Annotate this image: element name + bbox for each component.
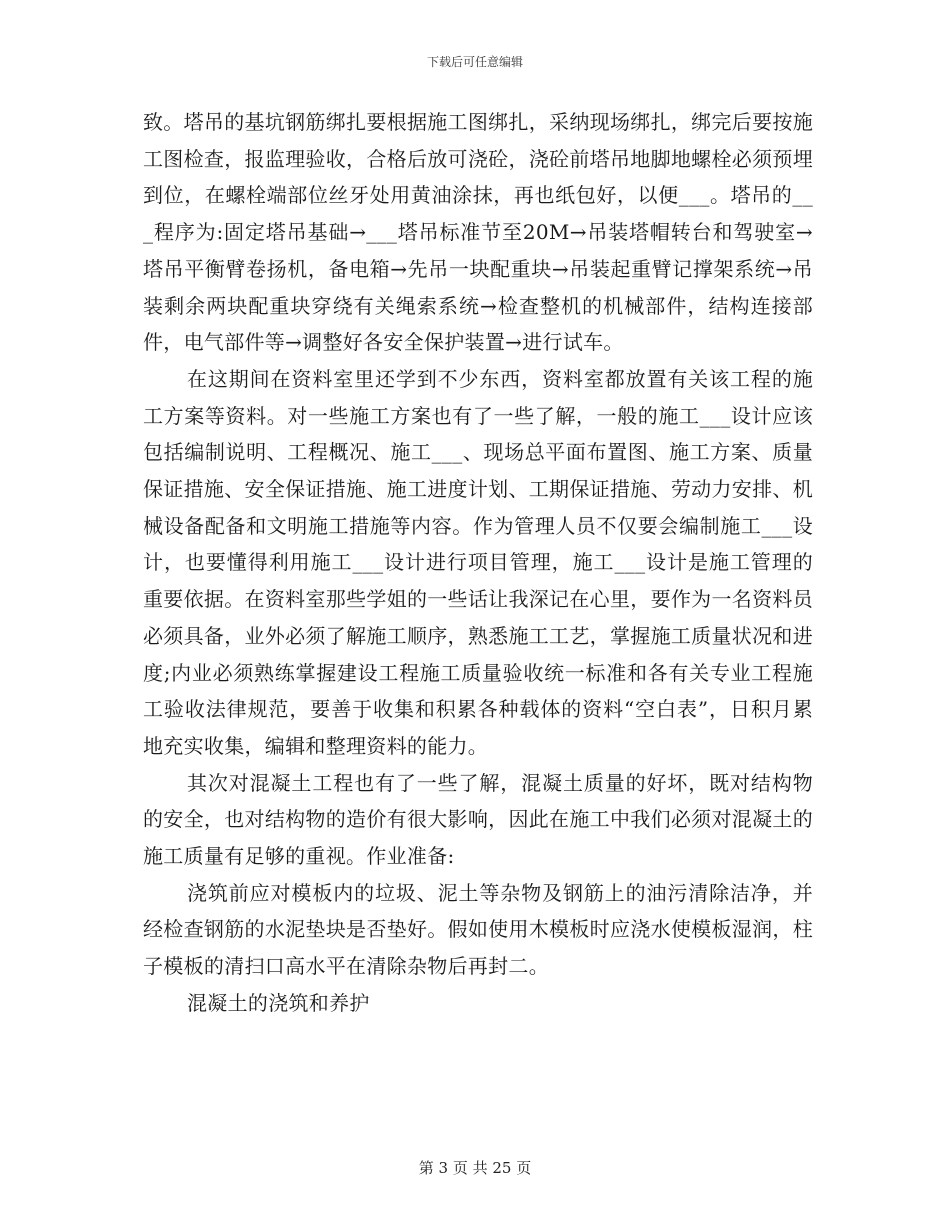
page-header: 下载后可任意编辑 [426, 55, 523, 69]
page-footer: 第 3 页 共 25 页 [418, 1159, 532, 1177]
paragraph-document-room: 在这期间在资料室里还学到不少东西，资料室都放置有关该工程的施工方案等资料。对一些施工方案也有了一些了解，一般的施工___设计应该包括编制说明、工程概况、施工___、现场总平面布置图、施工方案、质量保证措施、安全保证措施、施工进度计划、工期保证措施、劳动力安排、机械设备配备和文明施工措施等内容。作为管理人员不仅要会编制施工___设计，也要懂得利用施工___设计进行项目管理，施工___设计是施工管理的重要依据。在资料室那些学姐的一些话让我深记在心里，要作为一名资料员必须具备，业外必须了解施工顺序，熟悉施工工艺，掌握施工质量状况和进度;内业必须熟练掌握建设工程施工质量验收统一标准和各有关专业工程施工验收法律规范，要善于收集和积累各种载体的资料“空白表”，日积月累地充实收集，编辑和整理资料的能力。 [143, 366, 813, 758]
paragraph-pouring-preparation: 浇筑前应对模板内的垃圾、泥土等杂物及钢筋上的油污清除洁净，并经检查钢筋的水泥垫块是否垫好。假如使用木模板时应浇水使模板湿润，柱子模板的清扫口高水平在清除杂物后再封二。 [143, 880, 813, 979]
paragraph-tower-crane-installation: 致。塔吊的基坑钢筋绑扎要根据施工图绑扎，采纳现场绑扎，绑完后要按施工图检查，报监理验收，合格后放可浇砼，浇砼前塔吊地脚地螺栓必须预埋到位，在螺栓端部位丝牙处用黄油涂抹，再也纸包好，以便___。塔吊的___程序为:固定塔吊基础→___塔吊标准节至20M→吊装塔帽转台和驾驶室→塔吊平衡臂卷扬机，备电箱→先吊一块配重块→吊装起重臂记撑架系统→吊装剩余两块配重块穿绕有关绳索系统→检查整机的机械部件，结构连接部件，电气部件等→调整好各安全保护装置→进行试车。 [143, 110, 813, 355]
document-body [143, 104, 813, 1022]
paragraph-concrete-works: 其次对混凝土工程也有了一些了解，混凝土质量的好坏，既对结构物的安全，也对结构物的造价有很大影响，因此在施工中我们必须对混凝土的施工质量有足够的重视。作业准备: [143, 770, 813, 869]
section-heading-pouring-curing: 混凝土的浇筑和养护 [187, 990, 370, 1015]
